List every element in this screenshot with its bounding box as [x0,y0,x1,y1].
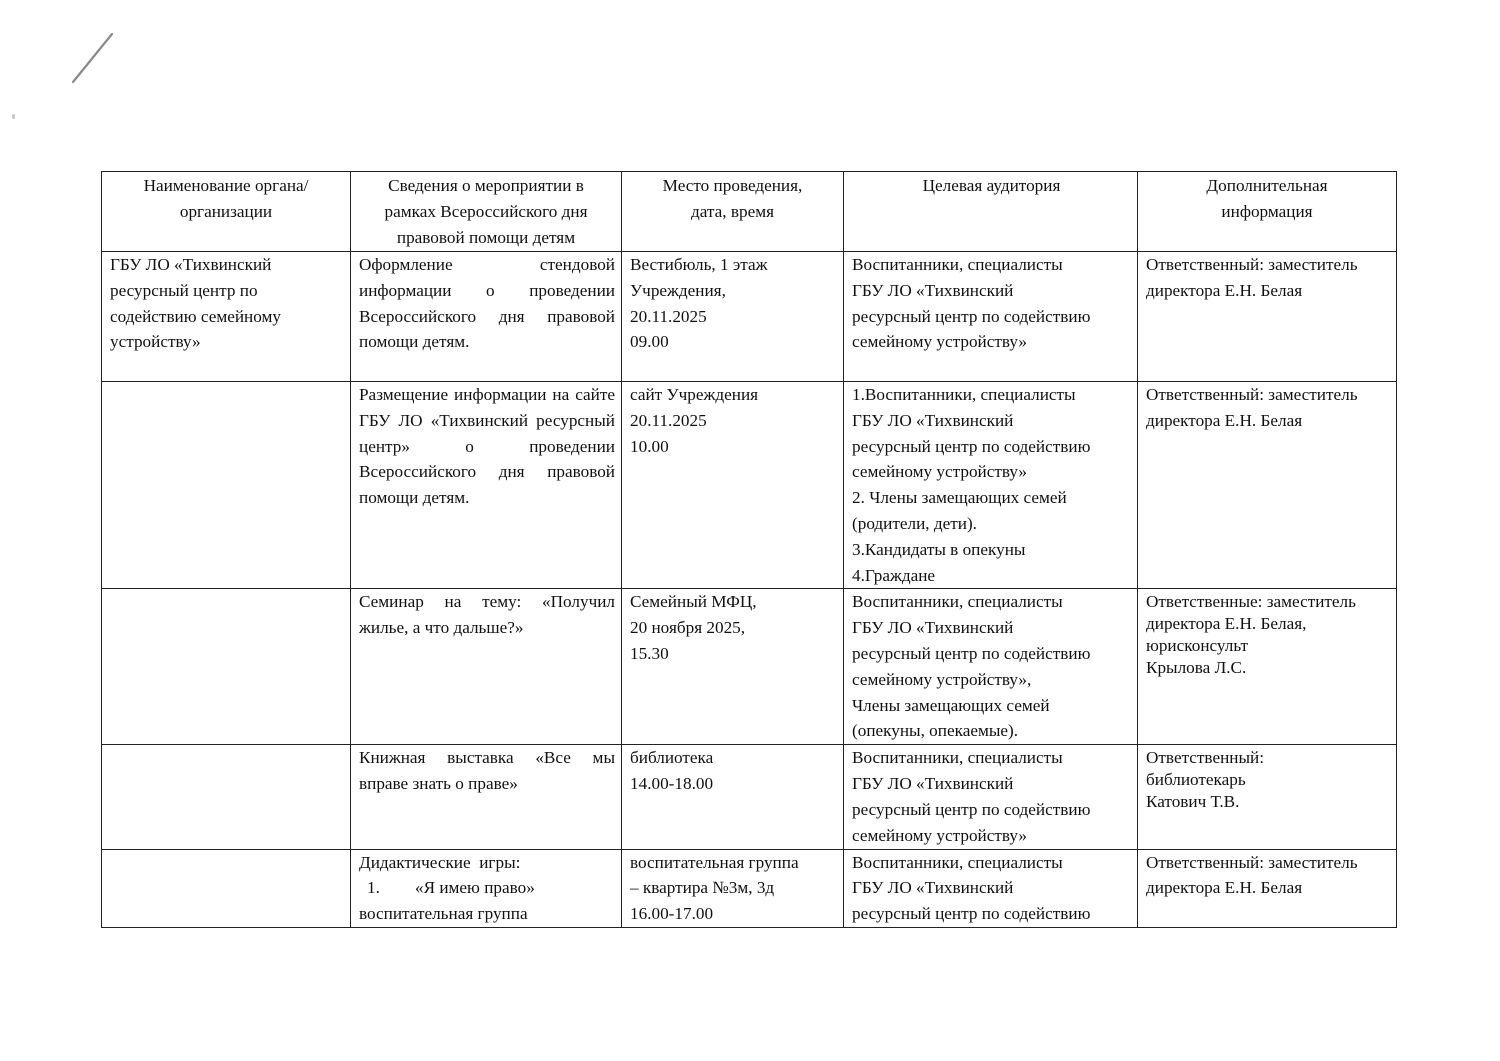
audience-line: 3.Кандидаты в опекуны [852,539,1026,559]
org-line: ресурсный центр по [110,280,258,300]
info-line: директора Е.Н. Белая [1146,878,1303,898]
pen-stroke-mark [70,30,116,86]
audience-line: Воспитанники, специалисты [852,255,1063,274]
cell-place-date [622,382,844,589]
cell-place-date [622,849,844,927]
place-line: 20.11.2025 [630,410,707,430]
place-line: Вестибюль, 1 этаж [630,255,768,274]
audience-line: ресурсный центр по содействию [852,436,1091,456]
table-header-row [102,172,1397,252]
table-row [102,252,1397,382]
place-line: 10.00 [630,436,669,456]
audience-line: Воспитанники, специалисты [852,592,1063,612]
header-place-date: Место проведения, дата, время [622,172,844,252]
place-line: 20 ноября 2025, [630,618,746,638]
audience-line: 4.Граждане [852,565,936,585]
event-title: Дидактические игры: [359,852,521,872]
cell-event: Оформление стендовой информации о проведении Всероссийского дня правовой помощи детям. [351,252,622,382]
place-line: 09.00 [630,332,669,352]
cell-audience [844,849,1138,927]
cell-additional-info [1138,849,1397,927]
header-event: Сведения о мероприятии в рамках Всероссийского дня правовой помощи детям [351,172,622,252]
event-line: воспитательная группа [359,904,528,924]
audience-line: семейному устройству» [852,825,1028,845]
info-line: Ответственные: заместитель [1146,592,1356,612]
info-line: Ответственный: заместитель [1146,385,1358,404]
audience-line: 2. Члены замещающих семей [852,488,1067,508]
cell-additional-info [1138,252,1397,382]
table-row [102,589,1397,745]
info-line: директора Е.Н. Белая [1146,280,1303,300]
info-line: директора Е.Н. Белая [1146,410,1303,430]
cell-organization [102,252,351,382]
cell-organization [102,589,351,745]
audience-line: ГБУ ЛО «Тихвинский [852,618,1014,638]
info-line: Ответственный: заместитель [1146,255,1358,274]
cell-place-date [622,252,844,382]
cell-additional-info [1138,745,1397,849]
cell-place-date [622,745,844,849]
table-row [102,849,1397,927]
audience-line: Воспитанники, специалисты [852,748,1063,768]
cell-organization [102,745,351,849]
cell-organization [102,849,351,927]
place-line: Семейный МФЦ, [630,592,757,612]
cell-audience [844,382,1138,589]
place-line: библиотека [630,748,714,768]
scan-speck [12,114,15,119]
info-line: библиотекарь [1146,770,1246,790]
info-line: юрисконсульт [1146,636,1249,656]
cell-event [351,849,622,927]
header-audience: Целевая аудитория [844,172,1138,252]
audience-line: ресурсный центр по содействию [852,643,1091,663]
org-line: ГБУ ЛО «Тихвинский [110,255,272,274]
info-line: Катович Т.В. [1146,792,1240,812]
place-line: Учреждения, [630,280,726,300]
info-line: Крылова Л.С. [1146,658,1247,678]
audience-line: семейному устройству», [852,669,1032,689]
cell-event: Книжная выставка «Все мы вправе знать о праве» [351,745,622,849]
cell-additional-info [1138,382,1397,589]
place-line: воспитательная группа [630,852,799,872]
audience-line: (родители, дети). [852,513,977,533]
list-item-text: «Я имею право» [415,878,535,898]
audience-line: ресурсный центр по содействию [852,799,1091,819]
cell-audience [844,589,1138,745]
place-line: – квартира №3м, 3д [630,878,775,898]
audience-line: ГБУ ЛО «Тихвинский [852,878,1014,898]
event-plan-table [101,171,1397,928]
cell-event: Семинар на тему: «Получил жилье, а что дальше?» [351,589,622,745]
cell-event: Размещение информации на сайте ГБУ ЛО «Тихвинский ресурсный центр» о проведении Всероссийского дня правовой помощи детям. [351,382,622,589]
place-line: 16.00-17.00 [630,904,714,924]
info-line: Ответственный: заместитель [1146,852,1358,872]
org-line: устройству» [110,332,201,352]
list-item-number: 1. [367,878,380,898]
table-row [102,745,1397,849]
audience-line: Воспитанники, специалисты [852,852,1063,872]
audience-line: ГБУ ЛО «Тихвинский [852,280,1014,300]
audience-line: ресурсный центр по содействию [852,306,1091,326]
audience-line: (опекуны, опекаемые). [852,721,1019,741]
header-additional-info: Дополнительная информация [1138,172,1397,252]
audience-line: ГБУ ЛО «Тихвинский [852,410,1014,430]
audience-line: ресурсный центр по содействию [852,904,1091,924]
place-line: 20.11.2025 [630,306,707,326]
cell-additional-info [1138,589,1397,745]
org-line: содействию семейному [110,306,281,326]
header-organization: Наименование органа/организации [102,172,351,252]
audience-line: Члены замещающих семей [852,695,1050,715]
audience-line: 1.Воспитанники, специалисты [852,385,1076,404]
place-line: 15.30 [630,643,669,663]
audience-line: семейному устройству» [852,462,1028,482]
cell-organization [102,382,351,589]
cell-audience [844,745,1138,849]
table-row [102,382,1397,589]
info-line: Ответственный: [1146,748,1264,768]
cell-place-date [622,589,844,745]
event-list-item [359,875,615,901]
place-line: сайт Учреждения [630,385,759,404]
place-line: 14.00-18.00 [630,774,714,794]
info-line: директора Е.Н. Белая, [1146,614,1307,634]
audience-line: семейному устройству» [852,332,1028,352]
cell-audience [844,252,1138,382]
audience-line: ГБУ ЛО «Тихвинский [852,774,1014,794]
